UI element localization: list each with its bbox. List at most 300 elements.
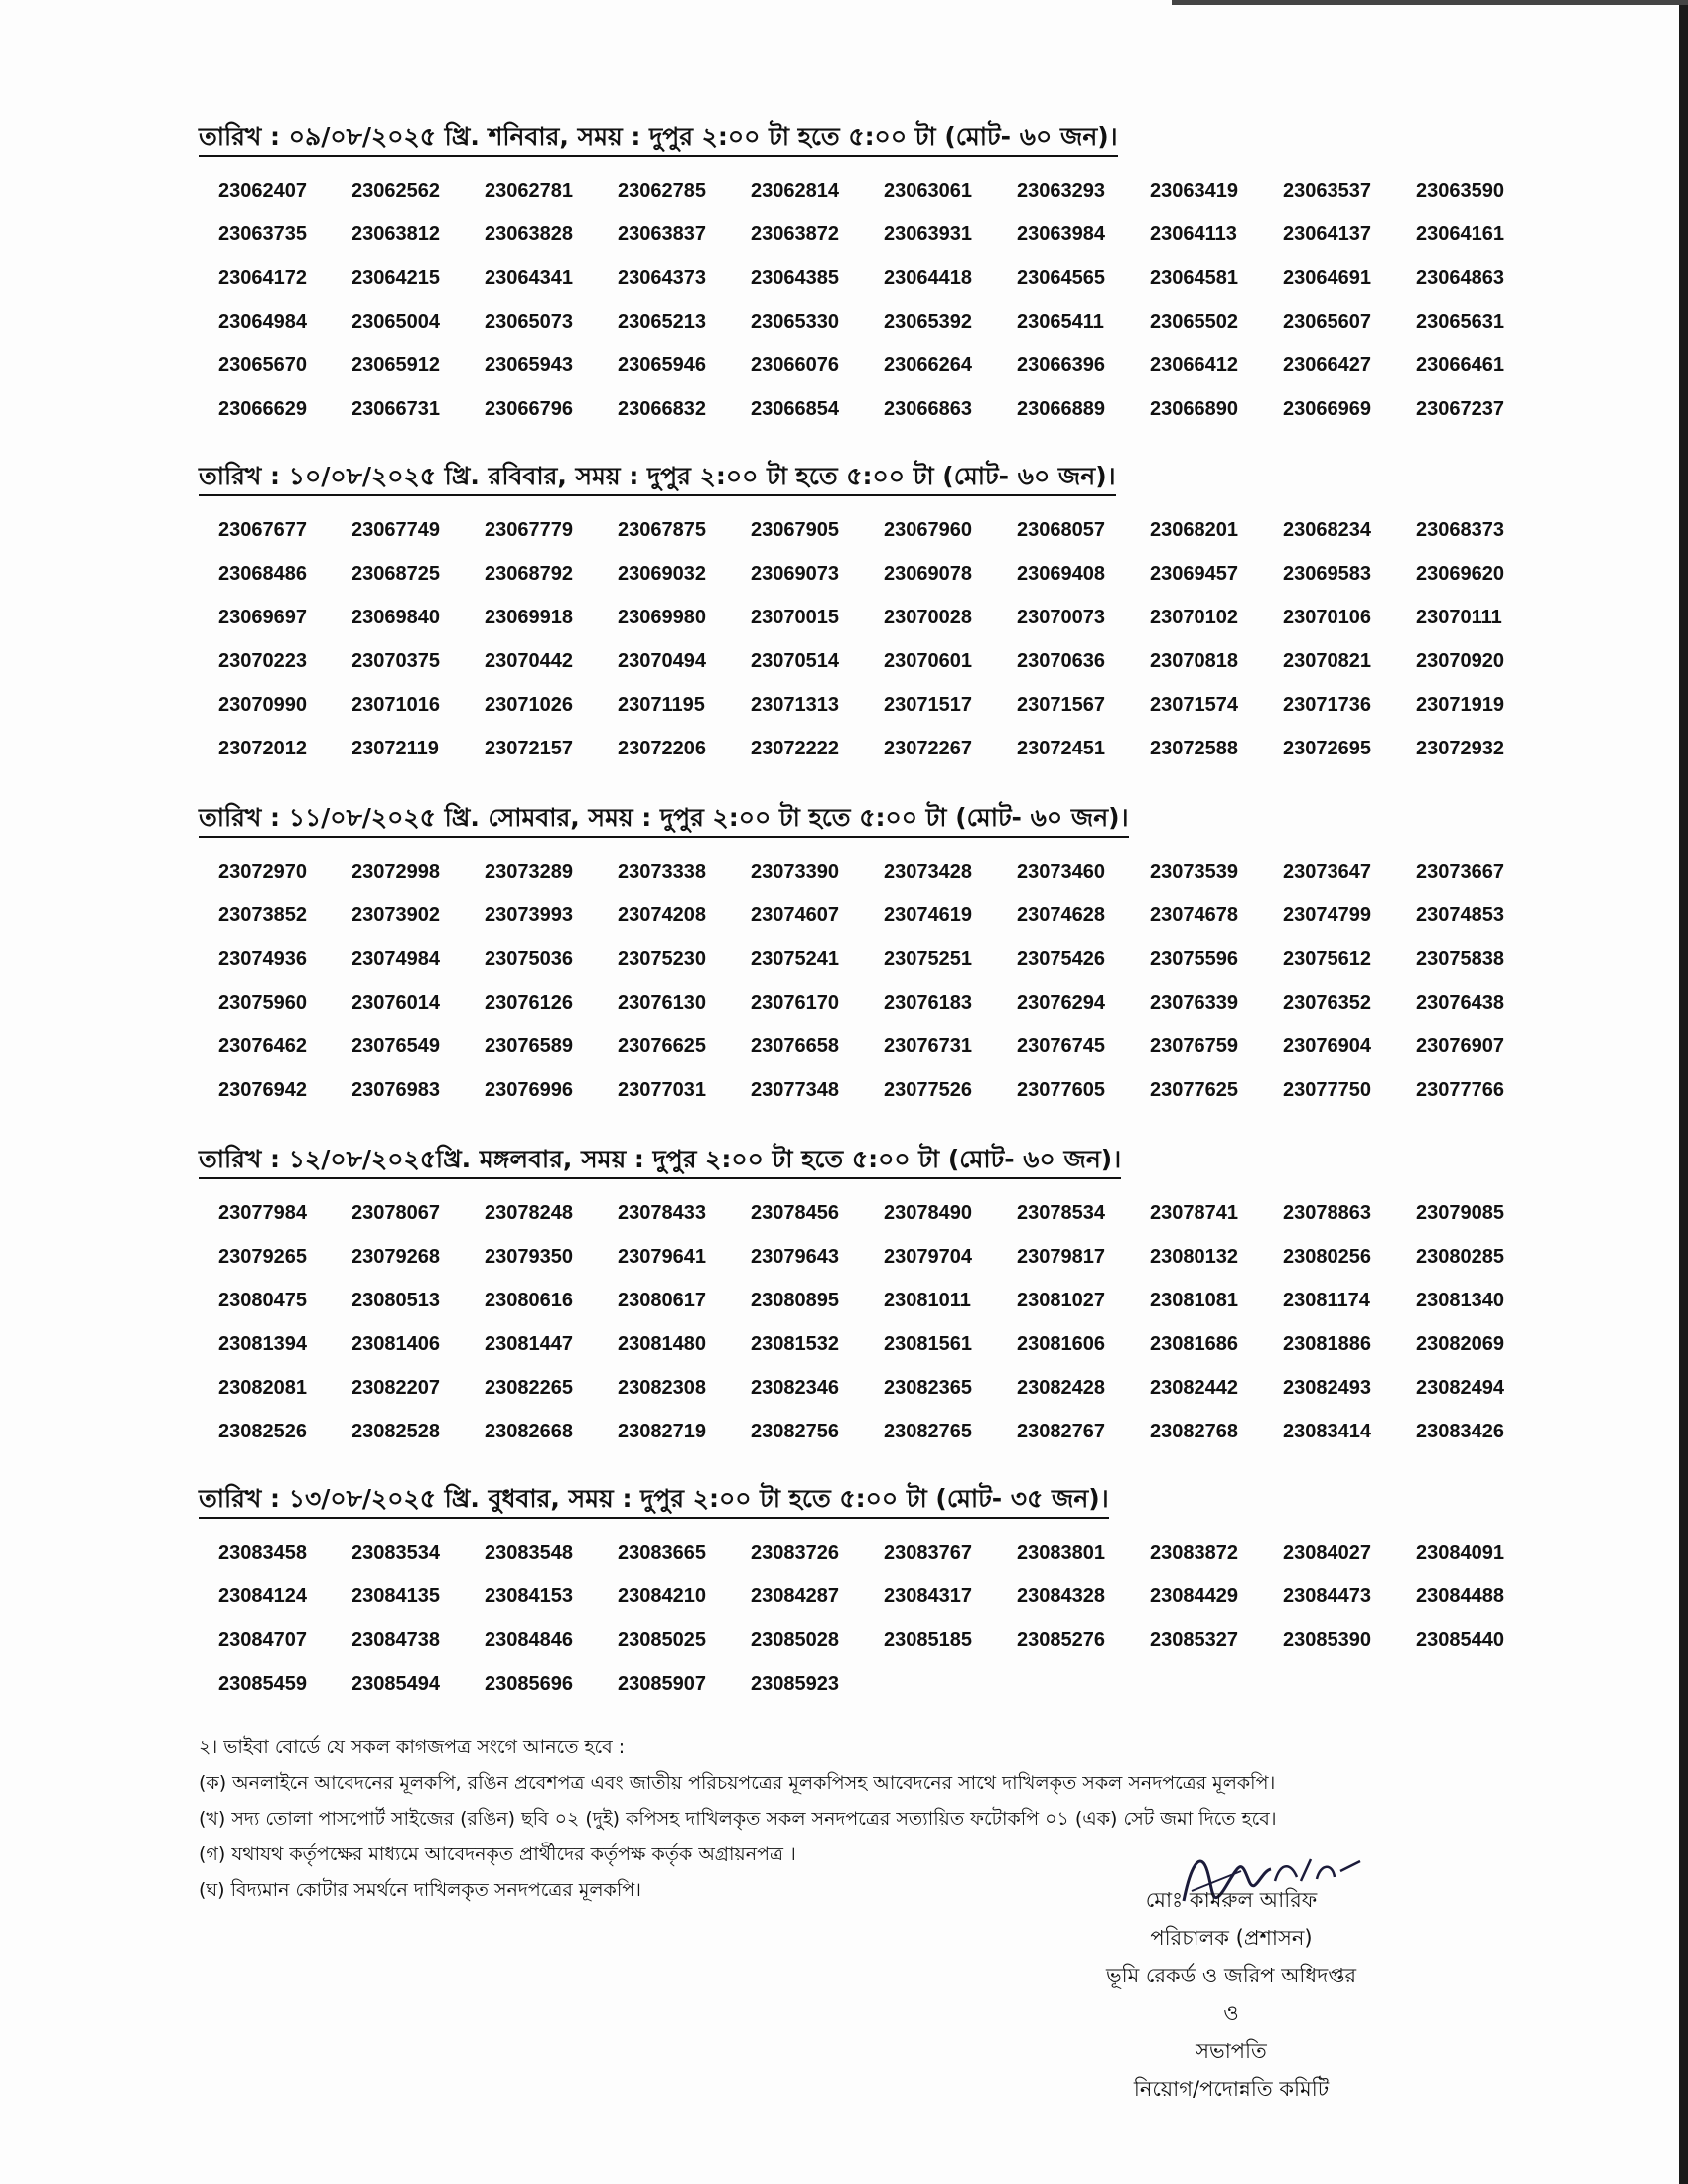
signatory-role: সভাপতি: [1196, 2039, 1267, 2063]
requirement-item: (গ) যথাযথ কর্তৃপক্ষের মাধ্যমে আবেদনকৃত প্রার্থীদের কর্তৃপক্ষ কর্তৃক অগ্রায়নপত্র ।: [199, 1843, 796, 1865]
roll-number: 23066076: [751, 354, 839, 376]
roll-number: 23083414: [1283, 1421, 1371, 1442]
roll-number: 23082719: [618, 1421, 706, 1442]
roll-number: 23069697: [218, 607, 307, 628]
roll-number: 23080285: [1416, 1246, 1504, 1268]
roll-number: 23074853: [1416, 904, 1504, 926]
roll-number: 23070990: [218, 694, 307, 716]
roll-number: 23082207: [352, 1377, 440, 1399]
roll-number: 23082308: [618, 1377, 706, 1399]
roll-number: 23083548: [485, 1542, 573, 1564]
roll-number: 23065946: [618, 354, 706, 376]
roll-number: 23080895: [751, 1290, 839, 1311]
roll-number: 23083458: [218, 1542, 307, 1564]
roll-number: 23062407: [218, 180, 307, 202]
roll-number: 23072267: [884, 738, 972, 759]
roll-number: 23072932: [1416, 738, 1504, 759]
roll-number: 23077984: [218, 1202, 307, 1224]
roll-number: 23080617: [618, 1290, 706, 1311]
roll-grid: [199, 1531, 1549, 1706]
roll-number: 23078067: [352, 1202, 440, 1224]
roll-number: 23072012: [218, 738, 307, 759]
roll-number: 23067960: [884, 519, 972, 541]
roll-number: 23077605: [1017, 1079, 1105, 1101]
roll-number: 23066889: [1017, 398, 1105, 420]
roll-number: 23082428: [1017, 1377, 1105, 1399]
roll-number: 23083872: [1150, 1542, 1238, 1564]
roll-number: 23068792: [485, 563, 573, 585]
schedule-section: [199, 1142, 1549, 1453]
roll-number: 23072119: [352, 738, 439, 759]
roll-number: 23084317: [884, 1585, 972, 1607]
roll-number: 23065912: [352, 354, 440, 376]
roll-number: 23066863: [884, 398, 972, 420]
roll-number: 23066731: [352, 398, 440, 420]
roll-number: 23064161: [1416, 223, 1504, 245]
roll-grid: [199, 850, 1549, 1112]
roll-number: 23063735: [218, 223, 307, 245]
roll-number: 23063984: [1017, 223, 1105, 245]
roll-number: 23064341: [485, 267, 573, 289]
roll-number: 23070106: [1283, 607, 1371, 628]
roll-number: 23081532: [751, 1333, 839, 1355]
roll-number: 23082526: [218, 1421, 307, 1442]
roll-number: 23076658: [751, 1035, 839, 1057]
roll-number: 23068201: [1150, 519, 1238, 541]
roll-number: 23065004: [352, 311, 440, 333]
roll-number: 23077526: [884, 1079, 972, 1101]
roll-number: 23073338: [618, 861, 706, 883]
roll-number: 23081406: [352, 1333, 440, 1355]
roll-number: 23076904: [1283, 1035, 1371, 1057]
roll-number: 23070442: [485, 650, 573, 672]
roll-number: 23084328: [1017, 1585, 1105, 1607]
roll-number: 23078741: [1150, 1202, 1238, 1224]
roll-number: 23082365: [884, 1377, 972, 1399]
roll-number: 23073902: [352, 904, 440, 926]
schedule-section: [199, 1481, 1549, 1706]
roll-number: 23081561: [884, 1333, 972, 1355]
roll-number: 23076549: [352, 1035, 440, 1057]
roll-number: 23079350: [485, 1246, 573, 1268]
roll-number: 23069032: [618, 563, 706, 585]
roll-number: 23082768: [1150, 1421, 1238, 1442]
roll-number: 23062562: [352, 180, 440, 202]
roll-number: 23076942: [218, 1079, 307, 1101]
roll-number: 23080616: [485, 1290, 573, 1311]
signature-block: [1053, 1881, 1410, 2108]
roll-number: 23071313: [751, 694, 839, 716]
roll-number: 23084091: [1416, 1542, 1504, 1564]
roll-number: 23064691: [1283, 267, 1371, 289]
signatory-office: ভূমি রেকর্ড ও জরিপ অধিদপ্তর: [1105, 1964, 1357, 1987]
roll-number: 23082756: [751, 1421, 839, 1442]
roll-number: 23085276: [1017, 1629, 1105, 1651]
roll-number: 23082069: [1416, 1333, 1504, 1355]
roll-number: 23084153: [485, 1585, 573, 1607]
roll-number: 23070111: [1416, 607, 1502, 628]
roll-number: 23076625: [618, 1035, 706, 1057]
scan-edge: [1679, 0, 1688, 2184]
roll-number: 23075251: [884, 948, 972, 970]
signatory-name: মোঃ কামরুল আরিফ: [1145, 1888, 1318, 1912]
roll-number: 23063828: [485, 223, 573, 245]
roll-number: 23084738: [352, 1629, 440, 1651]
roll-number: 23071736: [1283, 694, 1371, 716]
roll-number: 23070636: [1017, 650, 1105, 672]
roll-number: 23066461: [1416, 354, 1504, 376]
roll-number: 23081011: [884, 1290, 971, 1311]
roll-number: 23066890: [1150, 398, 1238, 420]
roll-number: 23064984: [218, 311, 307, 333]
roll-number: 23079085: [1416, 1202, 1504, 1224]
roll-number: 23076339: [1150, 992, 1238, 1014]
roll-number: 23064863: [1416, 267, 1504, 289]
roll-number: 23073460: [1017, 861, 1105, 883]
roll-number: 23082493: [1283, 1377, 1371, 1399]
roll-number: 23075596: [1150, 948, 1238, 970]
roll-number: 23084287: [751, 1585, 839, 1607]
roll-number: 23070601: [884, 650, 972, 672]
roll-number: 23080132: [1150, 1246, 1238, 1268]
signatory-conjunction: ও: [1223, 2001, 1239, 2025]
roll-number: 23075960: [218, 992, 307, 1014]
roll-number: 23078534: [1017, 1202, 1105, 1224]
roll-number: 23062785: [618, 180, 706, 202]
roll-number: 23074619: [884, 904, 972, 926]
roll-number: 23063419: [1150, 180, 1238, 202]
roll-number: 23063061: [884, 180, 972, 202]
roll-number: 23077750: [1283, 1079, 1371, 1101]
roll-number: 23077031: [618, 1079, 706, 1101]
roll-number: 23073390: [751, 861, 839, 883]
roll-number: 23077766: [1416, 1079, 1504, 1101]
roll-number: 23076352: [1283, 992, 1371, 1014]
roll-number: 23065073: [485, 311, 573, 333]
roll-number: 23072695: [1283, 738, 1371, 759]
roll-number: 23074936: [218, 948, 307, 970]
schedule-section: [199, 800, 1549, 1112]
roll-number: 23064565: [1017, 267, 1105, 289]
roll-number: 23064113: [1150, 223, 1237, 245]
roll-number: 23082668: [485, 1421, 573, 1442]
schedule-section: [199, 459, 1549, 770]
roll-number: 23069840: [352, 607, 440, 628]
roll-grid: [199, 1191, 1549, 1453]
roll-number: 23065607: [1283, 311, 1371, 333]
roll-number: 23071517: [884, 694, 972, 716]
roll-number: 23085459: [218, 1673, 307, 1695]
section-title: তারিখ : ১১/০৮/২০২৫ খ্রি. সোমবার, সময় : দুপুর ২:০০ টা হতে ৫:০০ টা (মোট- ৬০ জন)।: [199, 800, 1129, 838]
requirement-item: (ঘ) বিদ্যমান কোটার সমর্থনে দাখিলকৃত সনদপত্রের মূলকপি।: [199, 1879, 641, 1901]
roll-number: 23084210: [618, 1585, 706, 1607]
roll-number: 23069620: [1416, 563, 1504, 585]
roll-number: 23083767: [884, 1542, 972, 1564]
roll-number: 23081686: [1150, 1333, 1238, 1355]
schedule-section: [199, 119, 1549, 431]
section-title: তারিখ : ১৩/০৮/২০২৫ খ্রি. বুধবার, সময় : দুপুর ২:০০ টা হতে ৫:০০ টা (মোট- ৩৫ জন)।: [199, 1481, 1109, 1519]
requirement-item: (খ) সদ্য তোলা পাসপোর্ট সাইজের (রঙিন) ছবি ০২ (দুই) কপিসহ দাখিলকৃত সকল সনদপত্রের সত্যায়িত ফটোকপি ০১ (এক) সেট জমা দিতে হবে।: [199, 1808, 1277, 1830]
roll-number: 23065411: [1017, 311, 1104, 333]
roll-number: 23078863: [1283, 1202, 1371, 1224]
roll-number: 23066412: [1150, 354, 1238, 376]
roll-number: 23069583: [1283, 563, 1371, 585]
roll-number: 23067677: [218, 519, 307, 541]
roll-number: 23082081: [218, 1377, 307, 1399]
roll-number: 23071574: [1150, 694, 1238, 716]
roll-number: 23063837: [618, 223, 706, 245]
roll-number: 23065213: [618, 311, 706, 333]
roll-number: 23081480: [618, 1333, 706, 1355]
roll-number: 23082494: [1416, 1377, 1504, 1399]
roll-number: 23066629: [218, 398, 307, 420]
roll-number: 23085923: [751, 1673, 839, 1695]
roll-number: 23076126: [485, 992, 573, 1014]
roll-number: 23075426: [1017, 948, 1105, 970]
roll-number: 23076996: [485, 1079, 573, 1101]
roll-number: 23062781: [485, 180, 573, 202]
roll-number: 23084846: [485, 1629, 573, 1651]
roll-number: 23070821: [1283, 650, 1371, 672]
roll-number: 23073993: [485, 904, 573, 926]
roll-number: 23083534: [352, 1542, 440, 1564]
roll-number: 23069078: [884, 563, 972, 585]
roll-number: 23063537: [1283, 180, 1371, 202]
roll-number: 23067749: [352, 519, 440, 541]
roll-number: 23074984: [352, 948, 440, 970]
roll-number: 23072206: [618, 738, 706, 759]
roll-number: 23067779: [485, 519, 573, 541]
roll-number: 23081606: [1017, 1333, 1105, 1355]
roll-number: 23085907: [618, 1673, 706, 1695]
roll-number: 23076589: [485, 1035, 573, 1057]
roll-number: 23072157: [485, 738, 573, 759]
roll-number: 23080475: [218, 1290, 307, 1311]
roll-number: 23081174: [1283, 1290, 1370, 1311]
roll-number: 23072588: [1150, 738, 1238, 759]
roll-number: 23080513: [352, 1290, 440, 1311]
roll-number: 23073852: [218, 904, 307, 926]
roll-number: 23073428: [884, 861, 972, 883]
roll-number: 23074208: [618, 904, 706, 926]
roll-number: 23079268: [352, 1246, 440, 1268]
roll-number: 23084124: [218, 1585, 307, 1607]
roll-number: 23076759: [1150, 1035, 1238, 1057]
roll-number: 23070015: [751, 607, 839, 628]
roll-number: 23063293: [1017, 180, 1105, 202]
roll-number: 23083801: [1017, 1542, 1105, 1564]
roll-number: 23073289: [485, 861, 573, 883]
roll-number: 23068057: [1017, 519, 1105, 541]
roll-number: 23081340: [1416, 1290, 1504, 1311]
roll-number: 23081027: [1017, 1290, 1105, 1311]
roll-number: 23078248: [485, 1202, 573, 1224]
roll-number: 23066427: [1283, 354, 1371, 376]
roll-number: 23065392: [884, 311, 972, 333]
roll-number: 23067875: [618, 519, 706, 541]
roll-number: 23076170: [751, 992, 839, 1014]
roll-number: 23070514: [751, 650, 839, 672]
roll-number: 23083726: [751, 1542, 839, 1564]
roll-number: 23068725: [352, 563, 440, 585]
roll-number: 23063590: [1416, 180, 1504, 202]
roll-number: 23081081: [1150, 1290, 1238, 1311]
signatory-committee: নিয়োগ/পদোন্নতি কমিটি: [1133, 2077, 1330, 2101]
roll-number: 23085028: [751, 1629, 839, 1651]
roll-number: 23085390: [1283, 1629, 1371, 1651]
roll-number: 23079265: [218, 1246, 307, 1268]
roll-number: 23066396: [1017, 354, 1105, 376]
roll-number: 23069073: [751, 563, 839, 585]
roll-number: 23076983: [352, 1079, 440, 1101]
roll-number: 23080256: [1283, 1246, 1371, 1268]
roll-number: 23074799: [1283, 904, 1371, 926]
roll-number: 23082442: [1150, 1377, 1238, 1399]
section-title: তারিখ : ০৯/০৮/২০২৫ খ্রি. শনিবার, সময় : দুপুর ২:০০ টা হতে ৫:০০ টা (মোট- ৬০ জন)।: [199, 119, 1118, 157]
roll-number: 23075838: [1416, 948, 1504, 970]
roll-number: 23076731: [884, 1035, 972, 1057]
roll-number: 23084027: [1283, 1542, 1371, 1564]
roll-number: 23064418: [884, 267, 972, 289]
roll-number: 23065330: [751, 311, 839, 333]
roll-number: 23085185: [884, 1629, 972, 1651]
roll-number: 23085440: [1416, 1629, 1504, 1651]
roll-number: 23069457: [1150, 563, 1238, 585]
roll-number: 23071016: [352, 694, 440, 716]
roll-number: 23084488: [1416, 1585, 1504, 1607]
roll-number: 23074607: [751, 904, 839, 926]
section-title: তারিখ : ১০/০৮/২০২৫ খ্রি. রবিবার, সময় : দুপুর ২:০০ টা হতে ৫:০০ টা (মোট- ৬০ জন)।: [199, 459, 1116, 496]
roll-number: 23076130: [618, 992, 706, 1014]
requirements-heading: ২। ভাইবা বোর্ডে যে সকল কাগজপত্র সংগে আনতে হবে :: [199, 1736, 626, 1758]
roll-number: 23076014: [352, 992, 440, 1014]
roll-number: 23082346: [751, 1377, 839, 1399]
roll-number: 23076294: [1017, 992, 1105, 1014]
roll-number: 23065502: [1150, 311, 1238, 333]
roll-grid: [199, 508, 1549, 770]
roll-number: 23064373: [618, 267, 706, 289]
roll-number: 23084473: [1283, 1585, 1371, 1607]
roll-number: 23063931: [884, 223, 972, 245]
roll-number: 23076183: [884, 992, 972, 1014]
roll-number: 23085494: [352, 1673, 440, 1695]
roll-number: 23085025: [618, 1629, 706, 1651]
roll-number: 23083426: [1416, 1421, 1504, 1442]
roll-number: 23072451: [1017, 738, 1105, 759]
roll-number: 23078456: [751, 1202, 839, 1224]
scan-edge-top: [1172, 0, 1688, 5]
roll-number: 23081886: [1283, 1333, 1371, 1355]
roll-number: 23071195: [618, 694, 705, 716]
roll-number: 23072998: [352, 861, 440, 883]
roll-grid: [199, 169, 1549, 431]
roll-number: 23064172: [218, 267, 307, 289]
roll-number: 23071919: [1416, 694, 1504, 716]
roll-number: 23082765: [884, 1421, 972, 1442]
roll-number: 23066854: [751, 398, 839, 420]
roll-number: 23076907: [1416, 1035, 1504, 1057]
roll-number: 23063872: [751, 223, 839, 245]
roll-number: 23079704: [884, 1246, 972, 1268]
roll-number: 23078433: [618, 1202, 706, 1224]
roll-number: 23082767: [1017, 1421, 1105, 1442]
roll-number: 23070102: [1150, 607, 1238, 628]
roll-number: 23066796: [485, 398, 573, 420]
roll-number: 23068234: [1283, 519, 1371, 541]
section-title: তারিখ : ১২/০৮/২০২৫খ্রি. মঙ্গলবার, সময় : দুপুর ২:০০ টা হতে ৫:০০ টা (মোট- ৬০ জন)।: [199, 1142, 1121, 1179]
roll-number: 23079643: [751, 1246, 839, 1268]
roll-number: 23074678: [1150, 904, 1238, 926]
roll-number: 23066264: [884, 354, 972, 376]
roll-number: 23074628: [1017, 904, 1105, 926]
roll-number: 23075230: [618, 948, 706, 970]
roll-number: 23070920: [1416, 650, 1504, 672]
roll-number: 23070028: [884, 607, 972, 628]
roll-number: 23083665: [618, 1542, 706, 1564]
signatory-designation: পরিচালক (প্রশাসন): [1150, 1926, 1313, 1950]
roll-number: 23084707: [218, 1629, 307, 1651]
roll-number: 23070375: [352, 650, 440, 672]
roll-number: 23071026: [485, 694, 573, 716]
roll-number: 23071567: [1017, 694, 1105, 716]
roll-number: 23075241: [751, 948, 839, 970]
roll-number: 23070818: [1150, 650, 1238, 672]
roll-number: 23064385: [751, 267, 839, 289]
roll-number: 23065631: [1416, 311, 1504, 333]
roll-number: 23076462: [218, 1035, 307, 1057]
roll-number: 23068486: [218, 563, 307, 585]
roll-number: 23070494: [618, 650, 706, 672]
roll-number: 23069980: [618, 607, 706, 628]
roll-number: 23077625: [1150, 1079, 1238, 1101]
roll-number: 23062814: [751, 180, 839, 202]
roll-number: 23076745: [1017, 1035, 1105, 1057]
roll-number: 23076438: [1416, 992, 1504, 1014]
roll-number: 23081394: [218, 1333, 307, 1355]
roll-number: 23078490: [884, 1202, 972, 1224]
roll-number: 23066832: [618, 398, 706, 420]
roll-number: 23077348: [751, 1079, 839, 1101]
roll-number: 23067237: [1416, 398, 1504, 420]
roll-number: 23073647: [1283, 861, 1371, 883]
roll-number: 23064581: [1150, 267, 1238, 289]
requirement-item: (ক) অনলাইনে আবেদনের মূলকপি, রঙিন প্রবেশপত্র এবং জাতীয় পরিচয়পত্রের মূলকপিসহ আবেদনের সাথে দাখিলকৃত সকল সনদপত্রের মূলকপি।: [199, 1772, 1276, 1794]
roll-number: 23072222: [751, 738, 839, 759]
roll-number: 23069918: [485, 607, 573, 628]
roll-number: 23075612: [1283, 948, 1371, 970]
roll-number: 23064137: [1283, 223, 1371, 245]
roll-number: 23070223: [218, 650, 307, 672]
roll-number: 23067905: [751, 519, 839, 541]
roll-number: 23064215: [352, 267, 440, 289]
roll-number: 23068373: [1416, 519, 1504, 541]
roll-number: 23085696: [485, 1673, 573, 1695]
roll-number: 23073667: [1416, 861, 1504, 883]
roll-number: 23085327: [1150, 1629, 1238, 1651]
roll-number: 23084429: [1150, 1585, 1238, 1607]
roll-number: 23066969: [1283, 398, 1371, 420]
roll-number: 23082265: [485, 1377, 573, 1399]
roll-number: 23073539: [1150, 861, 1238, 883]
roll-number: 23065943: [485, 354, 573, 376]
roll-number: 23070073: [1017, 607, 1105, 628]
roll-number: 23079641: [618, 1246, 706, 1268]
roll-number: 23082528: [352, 1421, 440, 1442]
roll-number: 23065670: [218, 354, 307, 376]
roll-number: 23084135: [352, 1585, 440, 1607]
roll-number: 23069408: [1017, 563, 1105, 585]
roll-number: 23081447: [485, 1333, 573, 1355]
